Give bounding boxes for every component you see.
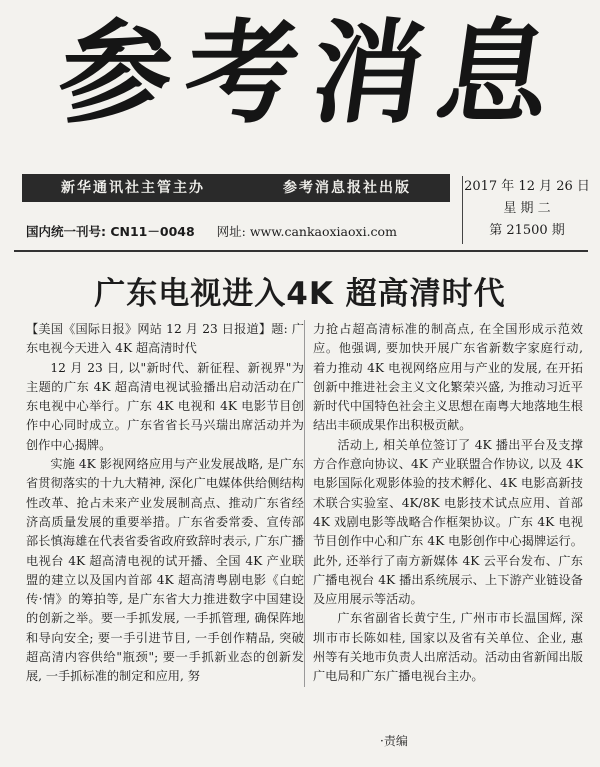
article-paragraph: 12 月 23 日, 以"新时代、新征程、新视界"为主题的广东 4K 超高清电视试验播出启动活动在广东电视中心举行。广东 4K 电视和 4K 电影节目创作中心同时成立。广东省省长马兴瑞出席活动并为创作中心揭牌。 [26,360,304,452]
masthead-divider [14,250,588,252]
article-right-column [304,320,583,687]
issue-weekday: 星 期 二 [503,201,551,216]
article-paragraph: 广东省副省长黄宁生, 广州市市长温国辉, 深圳市市长陈如桂, 国家以及省有关单位、企业, 惠州等有关地市负责人出席活动。活动由省新闻出版广电局和广东广播电视台主办。 [313,611,583,684]
article-paragraph: 力抢占超高清标准的制高点, 在全国形成示范效应。他强调, 要加快开展广东省新数字家庭行动, 着力推动 4K 电视网络应用与产业的发展, 在开拓创新中推进社会主义文化繁荣兴盛, 为推动习近平新时代中国特色社会主义思想在南粤大地落地生根结出丰硕成果作出积极贡献。 [313,322,583,433]
article-paragraph: 实施 4K 影视网络应用与产业发展战略, 是广东省贯彻落实的十九大精神, 深化广电媒体供给侧结构性改革、抢占未来产业发展制高点、推动广东省经济高质量发展的重要举措。广东省委常委、宣传部部长慎海雄在代表省委省政府致辞时表示, 广东广播电视台 4K 超高清电视的试开播、全国 4K 产业联盟的建立以及国内首部 4K 超高清粤剧电影《白蛇传·情》的筹拍等, 是广东省大力推进数字中国建设的创新之举。要一手抓发展, 一手抓管理, 确保阵地和导向安全; 要一手引进节目, 一手创作精品, 突破超高清内容供给"瓶颈"; 要一手抓新业态的创新发展, 一手抓标准的制定和应用, 努 [26,457,304,684]
banner-right-text: 参考消息报社出版 [283,180,411,196]
banner-left-text: 新华通讯社主管主办 [61,180,205,196]
issn-number: 国内统一刊号: CN11－0048 [26,224,195,239]
article-paragraph: 活动上, 相关单位签订了 4K 播出平台及支撑方合作意向协议、4K 产业联盟合作协议, 以及 4K 电影国际化观影体验的技术孵化、4K 电影高新技术联合实验室、4K/8K 电影技术试点应用、首部 4K 戏剧电影等战略合作框架协议。广东 4K 电视节目创作中心和广东 4K 电影创作中心揭牌运行。此外, 还举行了南方新媒体 4K 云平台发布、广东广播电视台 4K 播出系统展示、上下游产业链设备及应用展示等活动。 [313,437,583,607]
publisher-banner [22,174,450,202]
article-dateline-paragraph: 【美国《国际日报》网站 12 月 23 日报道】题: 广东电视今天进入 4K 超高清时代 [26,322,304,356]
website-url: 网址: www.cankaoxiaoxi.com [216,224,397,239]
editor-credit: ·责编 [380,734,408,748]
article-left-column [26,320,304,687]
issue-date: 2017 年 12 月 26 日 [464,179,590,194]
article-headline: 广东电视进入4K 超高清时代 [94,276,506,312]
issue-number: 第 21500 期 [489,223,565,238]
publication-info [26,222,456,240]
masthead-title: 参考消息 [50,8,574,139]
date-box [462,176,591,244]
masthead [20,8,580,178]
